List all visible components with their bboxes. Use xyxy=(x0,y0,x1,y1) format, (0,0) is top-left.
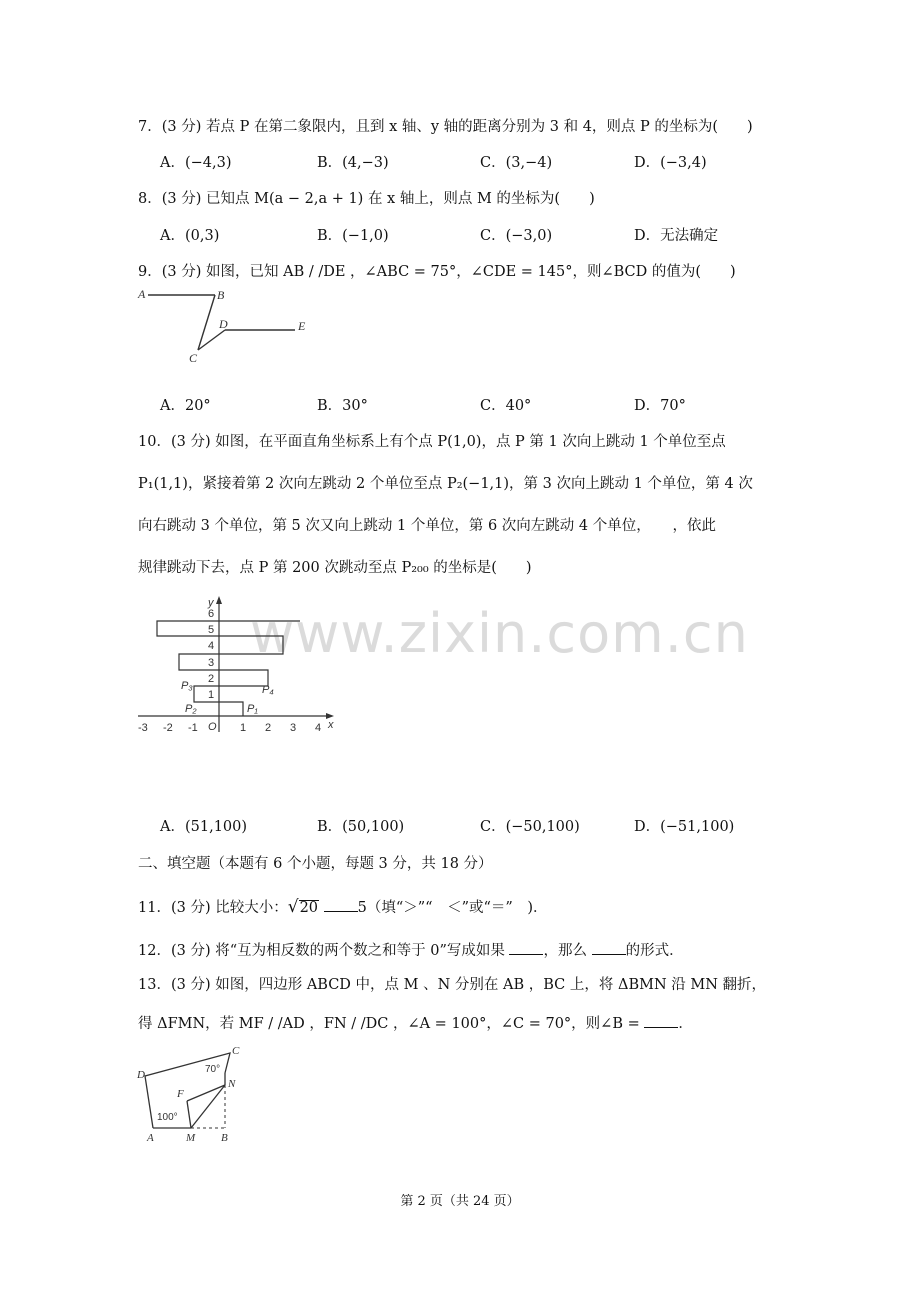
label-b: B xyxy=(217,288,225,302)
x-tick-4: 4 xyxy=(315,722,322,734)
x-tick-neg1: -1 xyxy=(188,722,198,734)
y-axis-arrow xyxy=(216,596,222,604)
q11-line xyxy=(138,897,547,918)
y-tick-1: 1 xyxy=(208,689,215,701)
q8-option-d: D．无法确定 xyxy=(634,228,719,244)
y-tick-6: 6 xyxy=(208,608,215,620)
q13-line-1: 13．(3 分) 如图，四边形 ABCD 中，点 M 、N 分别在 AB ，BC 上，将 ΔBMN 沿 MN 翻折， xyxy=(138,977,767,993)
label-c: C xyxy=(232,1045,240,1057)
q11-suffix: 5（填“＞”“ ＜”或“＝” )． xyxy=(357,900,548,916)
q7-option-a: A．(−4,3) xyxy=(160,155,232,171)
label-e: E xyxy=(298,319,306,333)
q7-stem: 7．(3 分) 若点 P 在第二象限内，且到 x 轴、y 轴的距离分别为 3 和 4，则点 P 的坐标为( ) xyxy=(138,119,753,135)
q10-option-a: A．(51,100) xyxy=(160,819,248,835)
q11-radicand: 20 xyxy=(299,900,319,916)
q12-blank-then[interactable] xyxy=(592,940,626,955)
y-axis-label: y xyxy=(208,597,214,609)
q10-figure xyxy=(135,592,350,742)
q10-option-b: B．(50,100) xyxy=(317,819,405,835)
label-a: A xyxy=(147,1132,154,1144)
q9-option-d: D．70° xyxy=(634,398,686,414)
q7-option-c: C．(3,−4) xyxy=(480,155,553,171)
q10-option-d: D．(−51,100) xyxy=(634,819,735,835)
q9-figure xyxy=(130,285,330,370)
angle-c-label: 70° xyxy=(205,1064,221,1075)
q10-line-1: 10．(3 分) 如图，在平面直角坐标系上有个点 P(1,0)，点 P 第 1 次向上跳动 1 个单位至点 xyxy=(138,434,726,450)
q13-line-2-text: 得 ΔFMN，若 MF / /AD ，FN / /DC ，∠A = 100°，∠C = 70°，则∠B = xyxy=(138,1016,640,1032)
jump-path xyxy=(157,621,300,716)
x-axis-label: x xyxy=(328,719,334,731)
q10-line-4: 规律跳动下去，点 P 第 200 次跳动至点 P₂₀₀ 的坐标是( ) xyxy=(138,560,532,576)
segment-mn xyxy=(191,1085,225,1128)
q9-option-b: B．30° xyxy=(317,398,368,414)
section-2-heading: 二、填空题（本题有 6 个小题，每题 3 分，共 18 分） xyxy=(138,856,493,872)
q12-suffix: 的形式． xyxy=(625,943,684,959)
q8-option-a: A．(0,3) xyxy=(160,228,220,244)
y-tick-2: 2 xyxy=(208,673,215,685)
label-a: A xyxy=(138,287,146,301)
watermark: www.zixin.com.cn xyxy=(250,602,749,665)
angle-a-label: 100° xyxy=(157,1112,178,1123)
label-n: N xyxy=(228,1078,236,1090)
q13-figure xyxy=(135,1043,265,1148)
q12-prefix: 12．(3 分) 将“互为相反数的两个数之和等于 0”写成如果 xyxy=(138,943,505,959)
segment-mf xyxy=(187,1101,191,1128)
label-d: D xyxy=(137,1069,145,1081)
point-p2: P₂ xyxy=(185,703,197,715)
x-tick-neg2: -2 xyxy=(163,722,173,734)
q12-middle: ，那么 xyxy=(543,943,587,959)
segment-cd xyxy=(198,330,225,350)
y-tick-4: 4 xyxy=(208,640,215,652)
point-p1: P₁ xyxy=(247,703,258,715)
sqrt-sign: √ xyxy=(287,897,299,917)
label-m: M xyxy=(186,1132,196,1144)
q10-option-c: C．(−50,100) xyxy=(480,819,580,835)
q8-option-b: B．(−1,0) xyxy=(317,228,389,244)
q8-stem: 8．(3 分) 已知点 M(a − 2,a + 1) 在 x 轴上，则点 M 的坐标为( ) xyxy=(138,191,595,207)
q9-option-c: C．40° xyxy=(480,398,532,414)
q10-line-2: P₁(1,1)，紧接着第 2 次向左跳动 2 个单位至点 P₂(−1,1)，第 3 次向上跳动 1 个单位，第 4 次 xyxy=(138,476,753,492)
label-d: D xyxy=(219,317,228,331)
y-tick-3: 3 xyxy=(208,657,215,669)
q10-line-3: 向右跳动 3 个单位，第 5 次又向上跳动 1 个单位，第 6 次向左跳动 4 个单位， ，依此 xyxy=(138,518,716,534)
label-c: C xyxy=(189,351,198,365)
label-f: F xyxy=(177,1088,184,1100)
q12-blank-if[interactable] xyxy=(509,940,543,955)
point-p3: P₃ xyxy=(181,680,193,692)
x-tick-1: 1 xyxy=(240,722,247,734)
x-tick-neg3: -3 xyxy=(138,722,148,734)
label-b: B xyxy=(221,1132,228,1144)
q13-line-2 xyxy=(138,1013,693,1034)
q7-option-d: D．(−3,4) xyxy=(634,155,707,171)
q9-option-a: A．20° xyxy=(160,398,211,414)
point-p4: P₄ xyxy=(262,684,274,696)
q8-option-c: C．(−3,0) xyxy=(480,228,553,244)
q13-answer-blank[interactable] xyxy=(644,1013,678,1028)
x-tick-2: 2 xyxy=(265,722,272,734)
x-tick-3: 3 xyxy=(290,722,297,734)
q11-prefix: 11．(3 分) 比较大小： xyxy=(138,900,288,916)
q13-line-2-end: ． xyxy=(678,1016,693,1032)
y-tick-5: 5 xyxy=(208,624,215,636)
origin-label: O xyxy=(208,721,217,733)
q11-answer-blank[interactable] xyxy=(324,897,358,912)
segment-bc xyxy=(198,295,215,350)
q9-stem: 9．(3 分) 如图，已知 AB / /DE ，∠ABC = 75°，∠CDE = 145°，则∠BCD 的值为( ) xyxy=(138,264,736,280)
q7-option-b: B．(4,−3) xyxy=(317,155,389,171)
q12-line xyxy=(138,940,684,961)
page-footer: 第 2 页（共 24 页） xyxy=(400,1194,520,1209)
